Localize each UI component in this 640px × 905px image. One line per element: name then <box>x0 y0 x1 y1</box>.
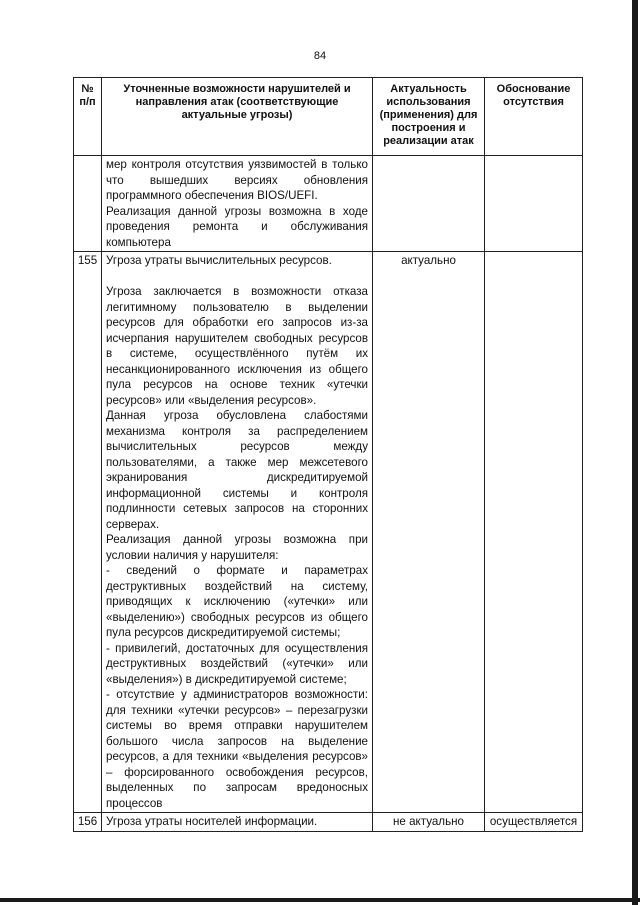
row-paragraph: - отсутствие у администраторов возможности: для техники «утечки ресурсов» – перезагрузки системы во время отправки нарушителем большого числа запросов на выделение ресурсов, а для техники «выделения ресурсов» – форсированного освобождения ресурсов, выделенных по запросам вредоносных процессов <box>106 688 368 810</box>
header-justification: Обоснование отсутствия <box>485 78 583 156</box>
row-actuality: актуально <box>373 252 485 813</box>
row-justification <box>485 156 583 252</box>
header-actuality: Актуальность использования (применения) для построения и реализации атак <box>373 78 485 156</box>
row-spacer <box>106 269 368 285</box>
row-justification <box>485 252 583 813</box>
row-description <box>102 156 373 252</box>
page-frame-bottom-edge <box>0 898 640 902</box>
header-description: Уточненные возможности нарушителей и направления атак (соответствующие актуальные угрозы) <box>102 78 373 156</box>
page-number: 84 <box>313 50 327 62</box>
row-paragraph: - сведений о формате и параметрах деструктивных воздействий на систему, приводящих к исключению («утечки» или «выделению») свободных ресурсов из общего пула ресурсов дискредитируемой системы; <box>106 564 368 639</box>
row-actuality <box>373 156 485 252</box>
row-paragraph: Реализация данной угрозы возможна при условии наличия у нарушителя: <box>106 533 368 562</box>
row-paragraph: Данная угроза обусловлена слабостями механизма контроля за распределением вычислительных ресурсов между пользователями, а также мер межсетевого экранирования дискредитируемой информационной системы и контроля подлинности сетевых запросов на сторонних серверах. <box>106 409 368 531</box>
threats-table <box>73 77 583 832</box>
table-row <box>74 156 583 252</box>
row-num: 155 <box>74 252 102 813</box>
page-frame-right-edge <box>632 0 638 905</box>
row-justification: осуществляется <box>485 813 583 832</box>
table-header-row <box>74 78 583 156</box>
row-title: Угроза утраты вычислительных ресурсов. <box>106 254 332 267</box>
row-title: Угроза утраты носителей информации. <box>106 815 318 828</box>
row-num: 156 <box>74 813 102 832</box>
row-description <box>102 252 373 813</box>
row-description <box>102 813 373 832</box>
row-paragraph: мер контроля отсутствия уязвимостей в только что вышедших версиях обновления программного обеспечения BIOS/UEFI. <box>106 158 368 202</box>
header-num: № п/п <box>74 78 102 156</box>
row-num <box>74 156 102 252</box>
row-paragraph: Угроза заключается в возможности отказа легитимному пользователю в выделении ресурсов для обработки его запросов из-за исчерпания нарушителем свободных ресурсов в системе, осуществлённого путём их несанкционированного исключения из общего пула ресурсов на основе техник «утечки ресурсов» или «выделения ресурсов». <box>106 285 368 407</box>
row-actuality: не актуально <box>373 813 485 832</box>
row-paragraph: - привилегий, достаточных для осуществления деструктивных воздействий («утечки» или «выделения») в дискредитируемой системе; <box>106 641 368 686</box>
table-row <box>74 813 583 832</box>
table-row <box>74 252 583 813</box>
row-paragraph: Реализация данной угрозы возможна в ходе проведения ремонта и обслуживания компьютера <box>106 204 368 249</box>
